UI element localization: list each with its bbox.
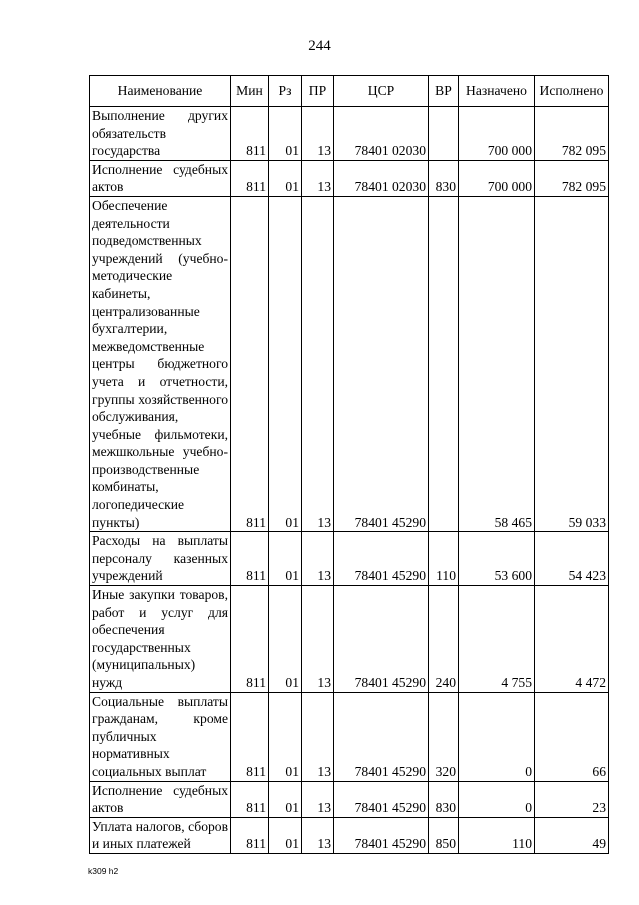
row-pr: 13 [302, 196, 334, 531]
row-pr: 13 [302, 817, 334, 853]
row-assigned: 4 755 [459, 586, 535, 693]
row-csr: 78401 02030 [334, 107, 429, 161]
row-executed: 59 033 [535, 196, 609, 531]
row-name: Исполнение судебных актов [90, 160, 231, 196]
row-executed: 66 [535, 692, 609, 781]
row-pr: 13 [302, 781, 334, 817]
row-rz: 01 [269, 160, 302, 196]
table-row [90, 107, 609, 161]
row-min: 811 [231, 196, 269, 531]
row-name: Уплата налогов, сборов и иных платежей [90, 817, 231, 853]
header-pr: ПР [302, 76, 334, 107]
row-vr [429, 107, 459, 161]
row-executed: 54 423 [535, 532, 609, 586]
row-executed: 23 [535, 781, 609, 817]
header-min: Мин [231, 76, 269, 107]
row-pr: 13 [302, 160, 334, 196]
row-name: Исполнение судебных актов [90, 781, 231, 817]
row-vr: 320 [429, 692, 459, 781]
footer-code: k309 h2 [88, 866, 119, 876]
row-rz: 01 [269, 817, 302, 853]
row-vr: 240 [429, 586, 459, 693]
row-rz: 01 [269, 586, 302, 693]
row-min: 811 [231, 692, 269, 781]
row-name: Обеспечение деятельности подведомственных учреждений (учебно-методические кабинеты, централизованные бухгалтерии, межведомственные центры бюджетного учета и отчетности, группы хозяйственного обслуживания, учебные фильмотеки, межшкольные учебно-производственные комбинаты, логопедические пункты) [90, 196, 231, 531]
row-rz: 01 [269, 107, 302, 161]
row-name: Иные закупки товаров, работ и услуг для обеспечения государственных (муниципальных) нужд [90, 586, 231, 693]
row-min: 811 [231, 107, 269, 161]
row-vr: 850 [429, 817, 459, 853]
table-row [90, 817, 609, 853]
row-csr: 78401 45290 [334, 817, 429, 853]
row-vr: 830 [429, 781, 459, 817]
row-min: 811 [231, 160, 269, 196]
row-assigned: 700 000 [459, 107, 535, 161]
row-rz: 01 [269, 532, 302, 586]
header-rz: Рз [269, 76, 302, 107]
table-row [90, 781, 609, 817]
row-pr: 13 [302, 107, 334, 161]
row-min: 811 [231, 586, 269, 693]
row-pr: 13 [302, 692, 334, 781]
row-name: Выполнение других обязательств государства [90, 107, 231, 161]
table-header-row [90, 76, 609, 107]
row-name: Социальные выплаты гражданам, кроме публичных нормативных социальных выплат [90, 692, 231, 781]
row-vr: 110 [429, 532, 459, 586]
row-csr: 78401 45290 [334, 196, 429, 531]
row-pr: 13 [302, 586, 334, 693]
header-csr: ЦСР [334, 76, 429, 107]
row-csr: 78401 45290 [334, 586, 429, 693]
header-name: Наименование [90, 76, 231, 107]
budget-table [89, 75, 609, 854]
row-min: 811 [231, 781, 269, 817]
row-rz: 01 [269, 692, 302, 781]
row-name: Расходы на выплаты персоналу казенных учреждений [90, 532, 231, 586]
row-rz: 01 [269, 196, 302, 531]
row-rz: 01 [269, 781, 302, 817]
page-number: 244 [308, 38, 331, 54]
table-row [90, 586, 609, 693]
header-executed: Исполнено [535, 76, 609, 107]
row-assigned: 0 [459, 692, 535, 781]
row-pr: 13 [302, 532, 334, 586]
row-csr: 78401 45290 [334, 532, 429, 586]
table-row [90, 692, 609, 781]
header-assigned: Назначено [459, 76, 535, 107]
table-row [90, 160, 609, 196]
row-min: 811 [231, 817, 269, 853]
row-min: 811 [231, 532, 269, 586]
row-csr: 78401 45290 [334, 692, 429, 781]
row-executed: 49 [535, 817, 609, 853]
table-row [90, 532, 609, 586]
row-assigned: 110 [459, 817, 535, 853]
row-csr: 78401 45290 [334, 781, 429, 817]
header-vr: ВР [429, 76, 459, 107]
row-executed: 782 095 [535, 107, 609, 161]
row-csr: 78401 02030 [334, 160, 429, 196]
row-executed: 4 472 [535, 586, 609, 693]
table-row [90, 196, 609, 531]
row-assigned: 58 465 [459, 196, 535, 531]
row-assigned: 0 [459, 781, 535, 817]
row-vr: 830 [429, 160, 459, 196]
row-assigned: 53 600 [459, 532, 535, 586]
row-executed: 782 095 [535, 160, 609, 196]
row-assigned: 700 000 [459, 160, 535, 196]
row-vr [429, 196, 459, 531]
